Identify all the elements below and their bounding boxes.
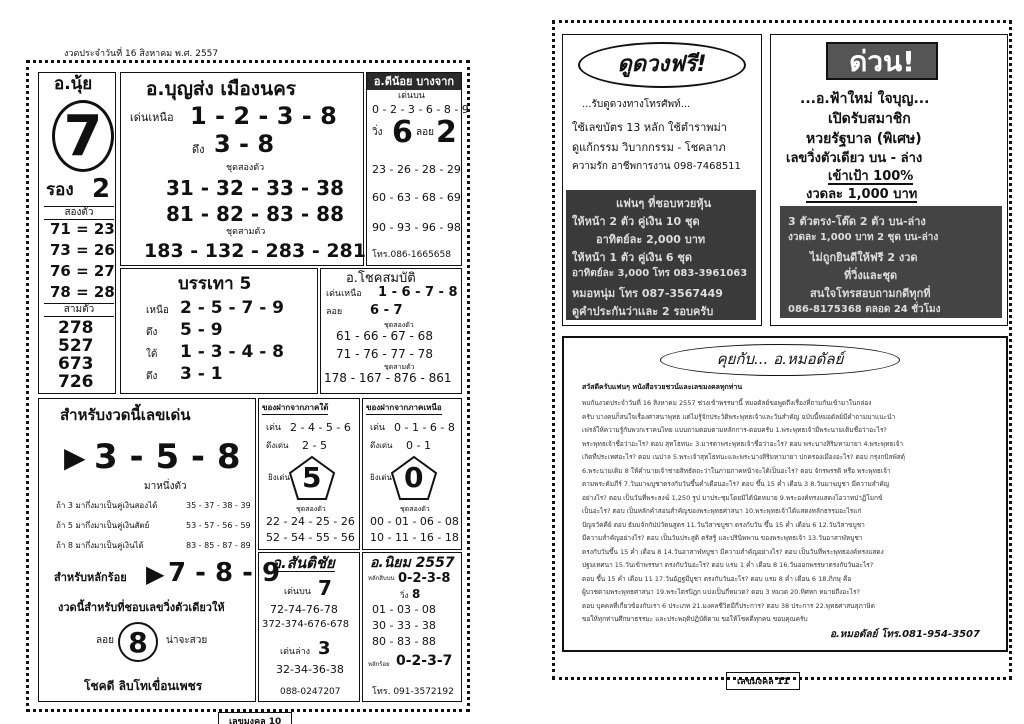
stock-panel-line: อาทิตย์ละ 3,000 โทร 083-3961063 xyxy=(572,268,748,279)
north-row: 00 - 01 - 06 - 08 xyxy=(370,515,459,528)
stock-panel-line: หมอหนุ่ม โทร 087-3567449 xyxy=(572,287,723,300)
dinoi-row: 90 - 93 - 96 - 98 xyxy=(372,221,461,234)
south-den-label: เด่น xyxy=(266,423,282,433)
article-body-line: ขอให้ทุกท่านศึกษาธรรมะ และประพฤติปฏิบัติตาม ขอให้โชคดีทุกคน ขอบคุณครับ xyxy=(582,615,808,623)
sanchai-row: 372-374-676-678 xyxy=(262,619,350,630)
urgent-line: เลขวิ่งตัวเดียว บน - ล่าง xyxy=(786,151,923,166)
nui-title: อ.นุ้ย xyxy=(54,74,93,94)
stock-panel-line: อาทิตย์ละ 2,000 บาท xyxy=(596,233,706,246)
urgent-line: เข้าเป้า 100% xyxy=(828,169,914,184)
this-draw-loi-digit: 8 xyxy=(118,622,158,662)
niyom-tail-label: หลักร้อย xyxy=(368,661,390,668)
right-page-footer: เลขมงคล 11 xyxy=(726,672,800,690)
nui-rong-digit: 2 xyxy=(92,174,111,204)
sanchai-phone: 088-0247207 xyxy=(280,687,341,697)
stock-panel-line: ให้หน้า 1 ตัว คู่เงิน 6 ชุด xyxy=(572,251,692,264)
banthao-nuea: 2 - 5 - 7 - 9 xyxy=(180,298,284,318)
banthao-dueng2: 3 - 1 xyxy=(180,364,223,384)
dinoi-row: 23 - 26 - 28 - 29 xyxy=(372,163,461,176)
north-title: ของฝากจากภาคเหนือ xyxy=(366,404,442,415)
this-draw-main: 3 - 5 - 8 xyxy=(94,437,241,477)
chokesombat-nuea-label: เด่นเหนือ xyxy=(326,289,362,299)
urgent-line: เปิดรับสมาชิก xyxy=(828,111,911,127)
article-body-line: ครับ บางคนก็สนใจเรื่องศาสนาพุทธ แต่ไม่รู้จักประวัติพระพุทธเจ้าและวันสำคัญ ฉบับนี้หมอดัลย์มีคำถามมาแนะนำ xyxy=(582,412,896,421)
chokesombat-three-label: ชุดสามตัว xyxy=(384,363,415,371)
article-body-line: เฟรล์ให้ความรู้กับพวกเราคนไทย แบบถามตอบตามหลักการ-ตอบครับ 1.พระพุทธเจ้ามีพระนามเดิมชื่อว่าอะไร? xyxy=(582,426,887,434)
this-draw-sub-label: มาหนึ่งตัว xyxy=(144,481,187,492)
stock-lottery-panel xyxy=(566,190,756,320)
free-ad-line: ...รับดูดวงทางโทรศัพท์... xyxy=(582,99,691,110)
article-signature: อ.หมอดัลย์ โทร.081-954-3507 xyxy=(830,629,980,640)
urgent-panel-line: งวดละ 1,000 บาท 2 ชุด บน-ล่าง xyxy=(788,232,939,243)
article-body-line: ตอบ บุคคลที่เกี่ยวข้องกับเรา 6 ประเภท 21.มงคลชีวิตมีกี่ประการ? ตอบ 38 ประการ 22.พุทธศาสนสุภาษิต xyxy=(582,601,875,610)
sanchai-den-bon: 7 xyxy=(318,576,332,600)
stock-panel-line: แฟนๆ ที่ชอบหวยหุ้น xyxy=(616,197,712,210)
sanchai-den-lang: 3 xyxy=(318,638,331,659)
free-horoscope-title: ดูดวงฟรี! xyxy=(578,42,746,88)
south-center-label: ยิงเด่น xyxy=(268,473,290,482)
this-draw-hundreds-label: สำหรับหลักร้อย xyxy=(54,571,127,584)
this-draw-loi-label: ลอย xyxy=(96,635,114,646)
nui-main-digit: 7 xyxy=(52,100,114,172)
urgent-panel-line: สนใจโทรสอบถามกดีทุกที่ xyxy=(810,287,931,300)
boonsong-nuea-label: เด่นเหนือ xyxy=(130,111,174,124)
niyom-row: 01 - 03 - 08 xyxy=(372,603,436,616)
this-draw-note-value: 53 - 57 - 56 - 59 xyxy=(186,521,251,530)
niyom-top: 0-2-3-8 xyxy=(398,571,451,586)
chokesombat-loi: 6 - 7 xyxy=(370,303,403,318)
dinoi-wing-label: วิ่ง xyxy=(372,127,383,138)
free-ad-line: ความรัก อาชีพการงาน 098-7468511 xyxy=(572,161,741,172)
article-intro: สวัสดีครับแฟนๆ หนังสือรวยชวน์และเลขมงคลทุกท่าน xyxy=(582,383,743,391)
nui-two-row: 76 = 27 xyxy=(50,262,115,280)
urgent-title: ด่วน! xyxy=(826,42,938,80)
sanchai-den-bon-label: เด่นบน xyxy=(284,587,311,597)
this-draw-note-label: ถ้า 8 มากึ่งมาเป็นคู่เงินได้ xyxy=(56,541,144,550)
north-two-label: ชุดสองตัว xyxy=(400,505,430,513)
north-den-label: เด่น xyxy=(370,423,386,433)
stock-panel-line: ให้หน้า 2 ตัว คู่เงิน 10 ชุด xyxy=(572,215,700,228)
south-two-label: ชุดสองตัว xyxy=(296,505,326,513)
south-dueng-label: ดึงเด่น xyxy=(266,441,289,450)
boonsong-title: อ.บุญส่ง เมืองนคร xyxy=(146,78,296,100)
boonsong-dueng-value: 3 - 8 xyxy=(214,130,275,158)
nui-two-row: 73 = 26 xyxy=(50,241,115,259)
article-title: คุยกับ... อ.หมอดัลย์ xyxy=(660,344,900,376)
niyom-row: 30 - 33 - 38 xyxy=(372,619,436,632)
article-body-line: พระพุทธเจ้าชื่อว่าอะไร? ตอบ สุทโธทนะ 3.มารดาพระพุทธเจ้าชื่อว่าอะไร? ตอบ พระนางสิริมหามายา 4.พระพุทธเจ้า xyxy=(582,439,904,448)
chokesombat-two-label: ชุดสองตัว xyxy=(384,321,414,329)
nui-two-label: สองตัว xyxy=(44,206,114,220)
dinoi-wing-value: 6 xyxy=(392,115,413,150)
urgent-line: ...อ.ฟ้าใหม่ ใจบุญ... xyxy=(800,91,930,107)
this-draw-hundreds: 7 - 8 - 9 xyxy=(168,558,281,588)
boonsong-two-row: 81 - 82 - 83 - 88 xyxy=(166,202,345,226)
stock-panel-line: ดูคำประกันว่าเเละ 2 รอบครับ xyxy=(572,305,714,318)
urgent-line: งวดละ 1,000 บาท xyxy=(806,187,918,202)
article-body-line: เป็นอะไร? ตอบ เป็นหลักคำสอนสำคัญของพระพุทธศาสนา 10.พระพุทธเจ้าได้แสดงหลักธรรมอะไรแก่ xyxy=(582,507,862,515)
south-row: 22 - 24 - 25 - 26 xyxy=(266,515,355,528)
niyom-wing: 8 xyxy=(412,587,421,601)
nui-rong-label: รอง xyxy=(46,180,74,200)
banthao-tai: 1 - 3 - 4 - 8 xyxy=(180,342,284,362)
niyom-wing-label: วิ่ง xyxy=(400,591,409,600)
dinoi-row: 60 - 63 - 68 - 69 xyxy=(372,191,461,204)
nui-two-row: 78 = 28 xyxy=(50,283,115,301)
this-draw-note-value: 83 - 85 - 87 - 89 xyxy=(186,541,251,550)
north-center-digit: 0 xyxy=(404,461,424,494)
nui-three-row: 527 xyxy=(58,336,94,356)
free-ad-line: ดูแก้กรรม วิบากกรรม - โชคลาภ xyxy=(572,141,726,154)
article-body-line: เกิดที่ประเทศอะไร? ตอบ เนปาล 5.พระเจ้าสุทโธทนะและพระนางสิริมหามายา ปกครองเมืองอะไร? ตอบ กรุงกบิลพัสดุ์ xyxy=(582,453,905,461)
north-row: 10 - 11 - 16 - 18 xyxy=(370,531,459,544)
chokesombat-title: อ.โชคสมบัติ xyxy=(346,271,416,286)
this-draw-note-value: 35 - 37 - 38 - 39 xyxy=(186,501,251,510)
boonsong-nuea-value: 1 - 2 - 3 - 8 xyxy=(190,102,337,130)
banthao-dueng2-label: ดึง xyxy=(146,371,158,382)
boonsong-dueng-label: ดึง xyxy=(192,143,205,156)
boonsong-two-row: 31 - 32 - 33 - 38 xyxy=(166,176,345,200)
chokesombat-two-row: 71 - 76 - 77 - 78 xyxy=(336,347,433,361)
urgent-gray-panel xyxy=(780,206,1002,318)
this-draw-note-label: ถ้า 5 มากึ่งมาเป็นคู่เงินสัตย์ xyxy=(56,521,150,530)
niyom-title: อ.นิยม 2557 xyxy=(370,555,455,571)
free-ad-line: ใช้เลขบัตร 13 หลัก ใช้ตำราพม่า xyxy=(572,121,727,134)
north-dueng-label: ดึงเด่น xyxy=(370,441,393,450)
niyom-tail: 0-2-3-7 xyxy=(396,653,453,669)
sanchai-den-lang-label: เด่นล่าง xyxy=(280,647,311,657)
this-draw-note-label: ถ้า 3 มากึ่งมาเป็นคู่เงินสองได้ xyxy=(56,501,158,510)
chokesombat-three-row: 178 - 167 - 876 - 861 xyxy=(324,371,452,385)
article-body-line: พบกันงวดประจำวันที่ 16 สิงหาคม 2557 ช่วงเข้าพรรษานี้ หมอดัลย์ขอพูดถึงเรื่องที่ถามกันเข้ามาในกล่อง xyxy=(582,399,872,407)
north-dueng: 0 - 1 xyxy=(406,439,431,452)
urgent-line: หวยรัฐบาล (พิเศษ) xyxy=(806,131,922,147)
article-body-line: ตามพระคัมภีร์ 7.วันมาฆบูชาตรงกับวันขึ้นค่ำเดือนอะไร? ตอบ ขึ้น 15 ค่ำ เดือน 3 8.วันมาฆบูชา มีความสำคัญ xyxy=(582,480,890,488)
nui-two-row: 71 = 23 xyxy=(50,220,115,238)
chokesombat-loi-label: ลอย xyxy=(326,307,343,317)
article-body-line: ผู้บวชตามพระพุทธศาสนา 19.พระไตรปิฎก แบ่งเป็นกี่หมวด? ตอบ 3 หมวด 20.ทิศหก หมายถึงอะไร? xyxy=(582,588,860,596)
article-body-line: 6.พระนามเดิม 8 ให้คำนายเจ้าชายสิทธัตถะว่าในภายภาคหน้าจะได้เป็นอะไร? ตอบ จักรพรรดิ หรือ พระพุทธเจ้า xyxy=(582,466,891,475)
article-body-line: ปัญจวัคคีย์ ตอบ ธัมมจักกัปปวัตนสูตร 11.วันวิสาขบูชา ตรงกับวัน ขึ้น 15 ค่ำ เดือน 6 12.วันวิสาขบูชา xyxy=(582,520,865,529)
banthao-nuea-label: เหนือ xyxy=(146,305,169,316)
boonsong-three-label: ชุดสามตัว xyxy=(226,227,266,237)
this-draw-arrow-icon: ▶ xyxy=(64,441,86,474)
banthao-dueng: 5 - 9 xyxy=(180,320,223,340)
south-row: 52 - 54 - 55 - 56 xyxy=(266,531,355,544)
article-body-line: ปฐมเทศนา 15.วันเข้าพรรษา ตรงกับวันอะไร? ตอบ แรม 1 ค่ำ เดือน 8 16.วันออกพรรษาตรงกับวันอะไร? xyxy=(582,561,874,569)
nui-three-row: 726 xyxy=(58,372,94,392)
article-body-line: มีความสำคัญอย่างไร? ตอบ เป็นวันประสูติ ตรัสรู้ และปรินิพพาน ของพระพุทธเจ้า 13.วันอาสาฬหบูชา xyxy=(582,534,863,542)
this-draw-loi-note: น่าจะสวย xyxy=(166,635,208,646)
nui-three-label: สามตัว xyxy=(44,303,114,317)
south-den: 2 - 4 - 5 - 6 xyxy=(290,421,351,434)
boonsong-three-row: 183 - 132 - 283 - 281 xyxy=(144,240,366,262)
issue-date-line: งวดประจำวันที่ 16 สิงหาคม พ.ศ. 2557 xyxy=(64,49,219,59)
this-draw-signature: โชคดี ลิบโทเขื่อนเพชร xyxy=(84,679,203,693)
article-body-line: ตรงกับวันขึ้น 15 ค่ำ เดือน 8 14.วันอาสาฬหบูชา มีความสำคัญอย่างไร? ตอบ เป็นวันที่พระพุทธองค์ทรงแสดง xyxy=(582,547,884,556)
banthao-tai-label: ใต้ xyxy=(146,349,158,360)
south-title: ของฝากจากภาคใต้ xyxy=(262,404,328,415)
dinoi-loi-label: ลอย xyxy=(416,127,434,138)
boonsong-two-label: ชุดสองตัว xyxy=(226,163,265,173)
chokesombat-nuea: 1 - 6 - 7 - 8 xyxy=(378,285,458,300)
niyom-row: 80 - 83 - 88 xyxy=(372,635,436,648)
urgent-panel-line: ไม่ถูกยินดีให้ฟรี 2 งวด xyxy=(810,251,918,264)
north-center-label: ยิงเด่น xyxy=(370,473,392,482)
dinoi-den-bon: 0 - 2 - 3 - 6 - 8 - 9 xyxy=(372,103,469,116)
this-draw-title: สำหรับงวดนี้เลขเด่น xyxy=(60,406,191,424)
dinoi-phone: โทร.086-1665658 xyxy=(372,250,451,260)
dinoi-loi-value: 2 xyxy=(436,115,457,150)
chokesombat-two-row: 61 - 66 - 67 - 68 xyxy=(336,329,433,343)
urgent-panel-line: ที่วิ่งและชุด xyxy=(844,269,898,282)
nui-three-row: 673 xyxy=(58,354,94,374)
dinoi-title: อ.ดีน้อย บางจาก xyxy=(367,73,461,90)
south-dueng: 2 - 5 xyxy=(302,439,327,452)
south-center-digit: 5 xyxy=(302,461,322,494)
article-body-line: อย่างไร? ตอบ เป็นวันที่พระสงฆ์ 1,250 รูป มาประชุมโดยมิได้นัดหมาย 9.พระองค์ทรงแสดงโอวาทปาฏิโมกข์ xyxy=(582,493,883,502)
north-den: 0 - 1 - 6 - 8 xyxy=(394,421,455,434)
nui-three-row: 278 xyxy=(58,318,94,338)
urgent-panel-line: 3 ตัวตรง-โต๊ด 2 ตัว บน-ล่าง xyxy=(788,215,926,228)
left-page-footer: เลขมงคล 10 xyxy=(218,712,292,724)
sanchai-row: 72-74-76-78 xyxy=(270,603,338,616)
banthao-dueng-label: ดึง xyxy=(146,327,158,338)
sanchai-row: 32-34-36-38 xyxy=(276,663,344,676)
banthao-title: บรรเทา 5 xyxy=(178,274,252,294)
dinoi-den-bon-label: เด่นบน xyxy=(398,91,425,101)
article-body-line: ตอบ ขึ้น 15 ค่ำ เดือน 11 17.วันอัฏฐมีบูชา ตรงกับวันอะไร? ตอบ แรม 8 ค่ำ เดือน 6 18.ภิกษุ คือ xyxy=(582,574,852,583)
urgent-panel-line: 086-8175368 ตลอด 24 ชั่วโมง xyxy=(788,304,941,315)
niyom-top-label: หลักสิบบน xyxy=(368,575,395,582)
sanchai-title: อ.สันติชัย xyxy=(272,554,335,572)
niyom-phone: โทร. 091-3572192 xyxy=(372,687,454,697)
this-draw-next-line: งวดนี้สำหรับที่ชอบเลขวิ่งตัวเดียวให้ xyxy=(58,601,225,614)
hundreds-arrow-icon: ▶ xyxy=(146,560,165,588)
